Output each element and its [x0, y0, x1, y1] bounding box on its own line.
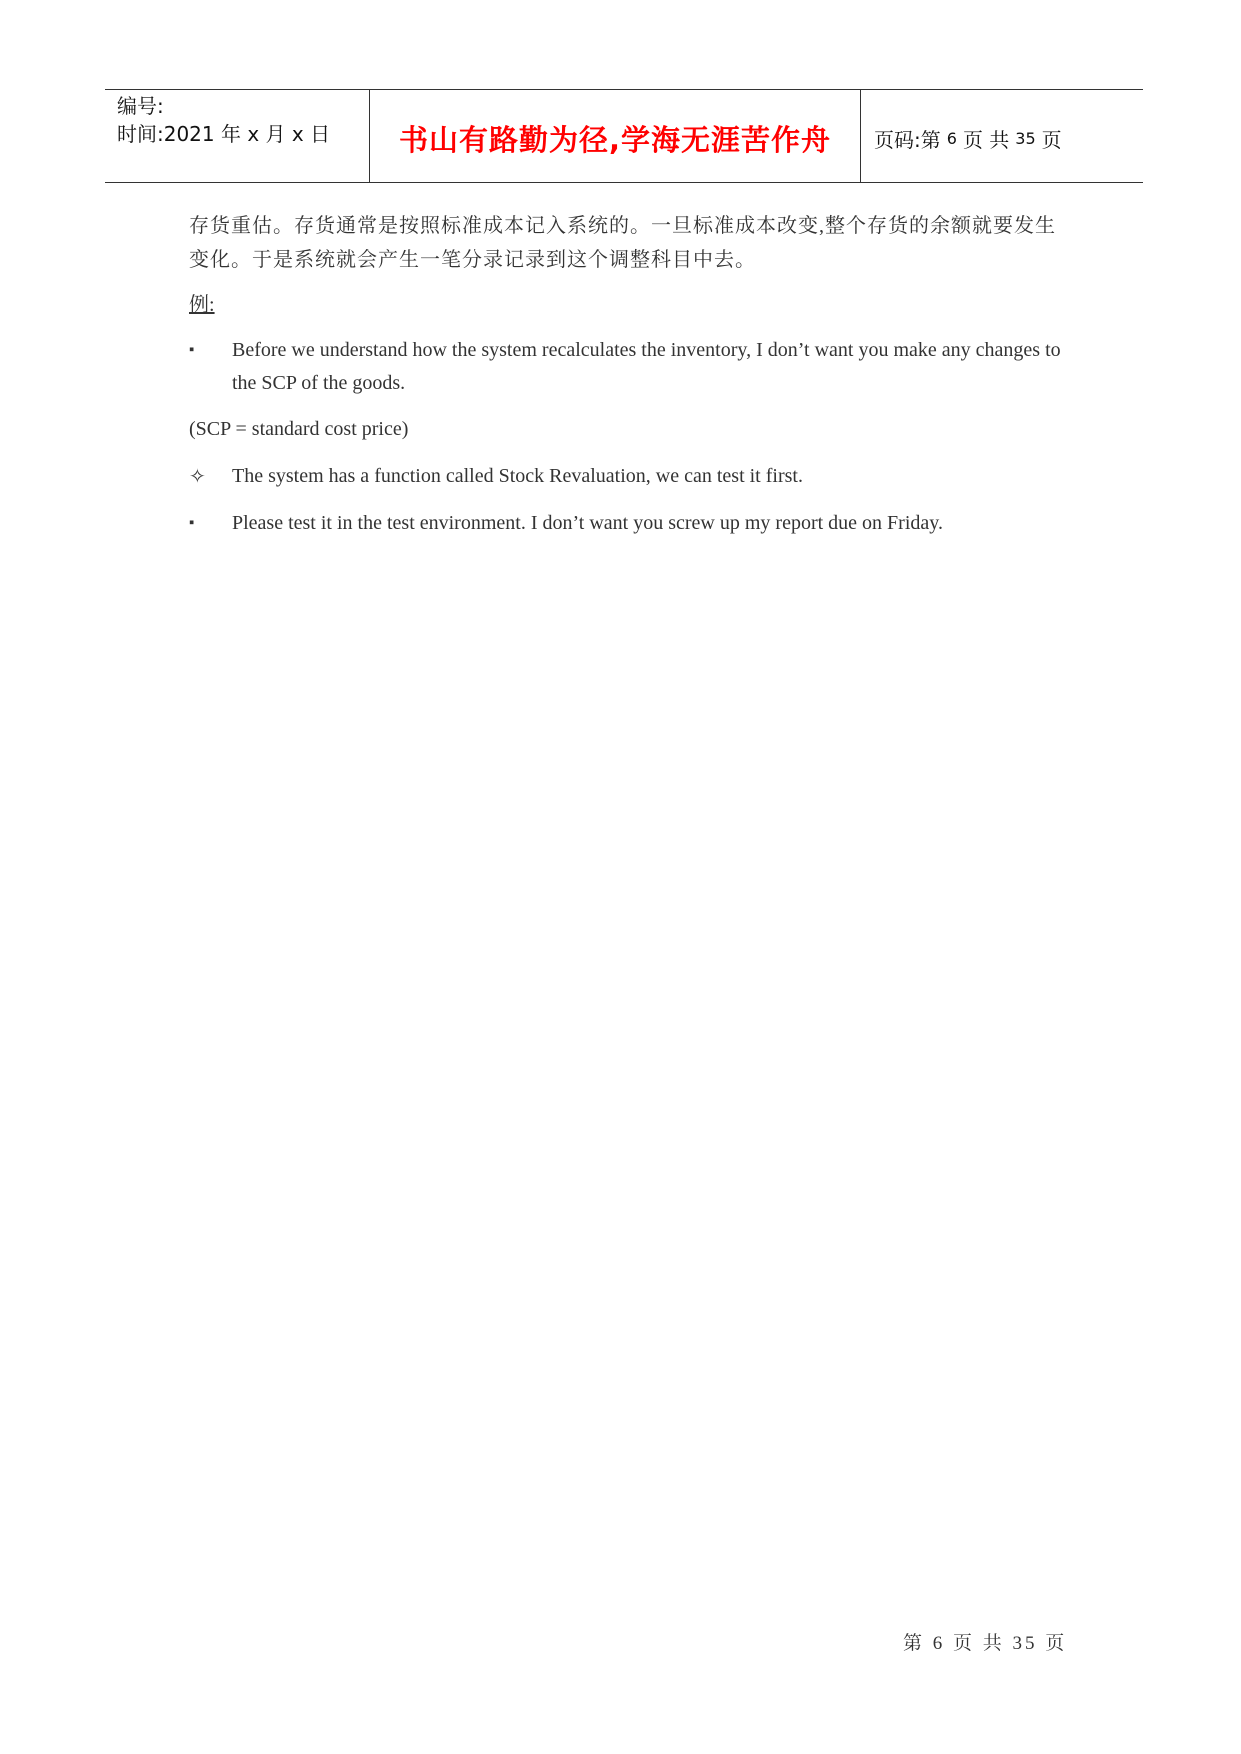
date-line: 时间:2021 年 x 月 x 日 [117, 122, 331, 146]
page-content [189, 209, 1069, 540]
page-suffix: 页 [1041, 127, 1062, 152]
page-current: 6 [946, 128, 957, 148]
page-footer: 第 6 页 共 35 页 [903, 1633, 1068, 1654]
example-label: 例: [189, 294, 215, 316]
page-prefix: 页码:第 [874, 127, 941, 152]
square-bullet-icon: ▪ [189, 342, 195, 358]
header-page-number [861, 90, 1143, 182]
list-item [189, 507, 1069, 540]
header-motto: 书山有路勤为径,学海无涯苦作舟 [370, 90, 861, 182]
list-item-text: Please test it in the test environment. I don’t want you screw up my report due on Friday. [232, 512, 943, 534]
scp-definition: (SCP = standard cost price) [189, 418, 409, 440]
list-item [189, 334, 1069, 400]
square-bullet-icon: ▪ [189, 515, 195, 531]
serial-number-label: 编号: [117, 94, 164, 118]
page-total: 35 [1015, 128, 1036, 148]
list-item [189, 460, 1069, 493]
intro-paragraph: 存货重估。存货通常是按照标准成本记入系统的。一旦标准成本改变,整个存货的余额就要发生变化。于是系统就会产生一笔分录记录到这个调整科目中去。 [189, 215, 1056, 271]
page-header [105, 89, 1143, 183]
page-mid: 页 共 [962, 127, 1010, 152]
diamond-bullet-icon: ✧ [189, 464, 206, 488]
header-meta [105, 90, 370, 182]
list-item-text: Before we understand how the system recalculates the inventory, I don’t want you make any changes to the SCP of the goods. [232, 339, 1061, 394]
list-item-text: The system has a function called Stock Revaluation, we can test it first. [232, 465, 803, 487]
